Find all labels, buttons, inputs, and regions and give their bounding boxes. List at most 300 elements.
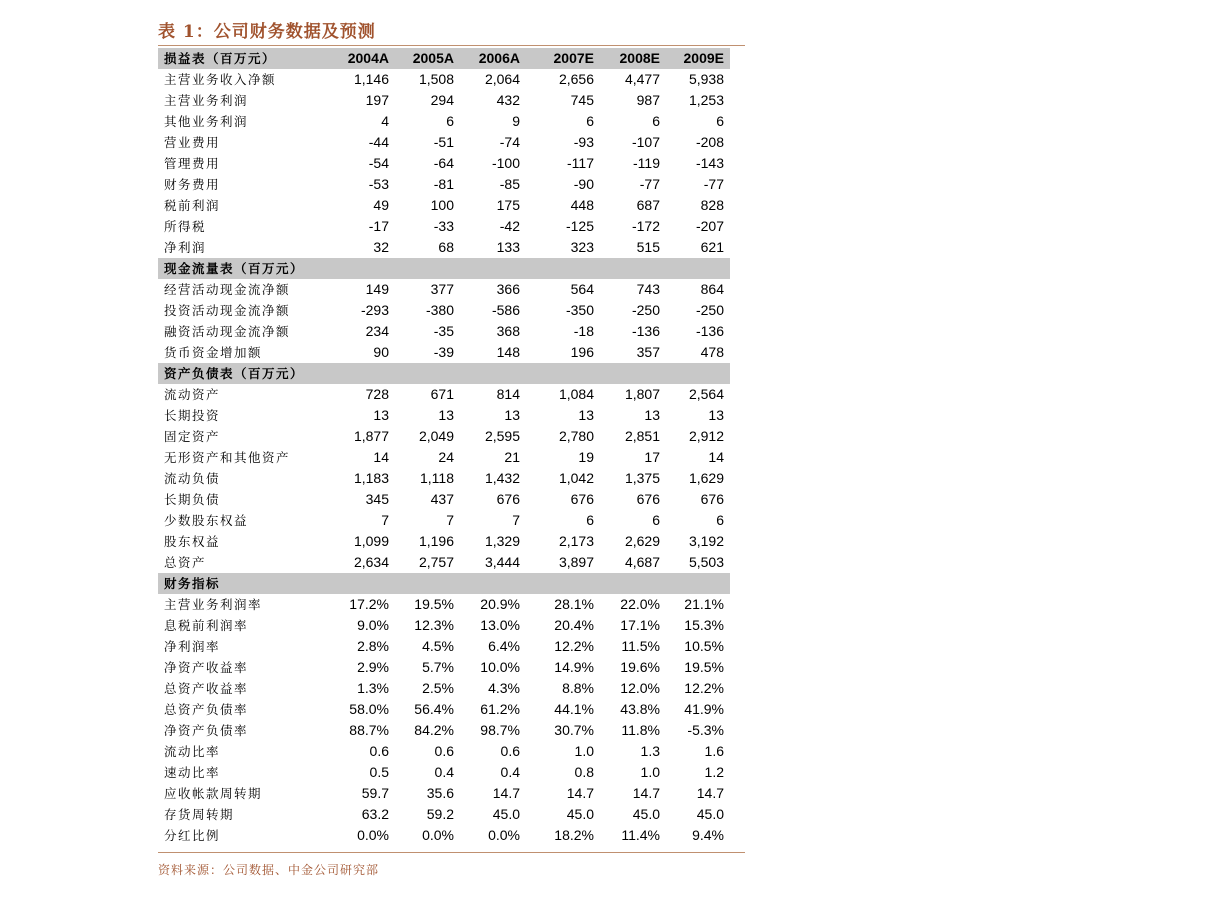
cell-value: 196 [570, 344, 594, 360]
row-label: 股东权益 [164, 534, 221, 549]
cell-value: -293 [360, 302, 389, 318]
cell-value: 14 [708, 449, 724, 465]
cell-value: 676 [496, 491, 520, 507]
cell-value: 61.2% [480, 701, 520, 717]
cell-value: 345 [365, 491, 389, 507]
cell-value: 1,196 [418, 533, 454, 549]
cell-value: 4,477 [624, 71, 660, 87]
row-label: 主营业务利润率 [164, 597, 263, 612]
cell-value: -93 [573, 134, 594, 150]
cell-value: 17.1% [620, 617, 660, 633]
cell-value: 4.3% [488, 680, 520, 696]
cell-value: -90 [573, 176, 594, 192]
cell-value: 2,656 [558, 71, 594, 87]
cell-value: 1.0 [574, 743, 594, 759]
table-row [158, 237, 730, 258]
table-title: 表 1：公司财务数据及预测 [158, 22, 376, 42]
cell-value: 14.7 [492, 785, 520, 801]
cell-value: 6 [652, 113, 660, 129]
cell-value: -119 [633, 155, 660, 171]
cell-value: 14.7 [632, 785, 660, 801]
cell-value: 6 [716, 512, 724, 528]
cell-value: 621 [700, 239, 724, 255]
cell-value: 98.7% [480, 722, 520, 738]
cell-value: 28.1% [554, 596, 594, 612]
cell-value: 864 [700, 281, 724, 297]
cell-value: -5.3% [687, 722, 724, 738]
section-header-fill [395, 363, 460, 384]
cell-value: 13 [578, 407, 594, 423]
cell-value: 0.8 [574, 764, 594, 780]
year-header: 2006A [460, 48, 526, 69]
table-row [158, 636, 730, 657]
cell-value: 728 [365, 386, 389, 402]
cell-value: 9.4% [692, 827, 724, 843]
cell-value: 323 [570, 239, 594, 255]
table-row [158, 615, 730, 636]
section-header-fill [526, 573, 600, 594]
cell-value: 4.5% [422, 638, 454, 654]
cell-value: -136 [631, 323, 660, 339]
section-header-fill [526, 258, 600, 279]
row-label: 总资产 [164, 555, 207, 570]
cell-value: 1,375 [624, 470, 660, 486]
table-row [158, 699, 730, 720]
cell-value: 56.4% [414, 701, 454, 717]
financial-table-container [158, 20, 745, 878]
cell-value: -39 [433, 344, 454, 360]
cell-value: -125 [565, 218, 594, 234]
cell-value: 10.0% [480, 659, 520, 675]
cell-value: -586 [491, 302, 520, 318]
cell-value: 11.4% [621, 827, 660, 843]
cell-value: 20.9% [480, 596, 520, 612]
cell-value: 0.4 [500, 764, 520, 780]
cell-value: 6.4% [488, 638, 520, 654]
row-label: 投资活动现金流净额 [164, 303, 291, 318]
cell-value: -64 [433, 155, 454, 171]
cell-value: 6 [652, 512, 660, 528]
cell-value: -117 [567, 155, 594, 171]
cell-value: 7 [381, 512, 389, 528]
row-label: 长期负债 [164, 492, 221, 507]
cell-value: 2.8% [357, 638, 389, 654]
cell-value: 8.8% [562, 680, 594, 696]
cell-value: 0.6 [500, 743, 520, 759]
cell-value: 814 [496, 386, 520, 402]
row-label: 净资产负债率 [164, 723, 249, 738]
row-label: 流动比率 [164, 744, 221, 759]
cell-value: -350 [565, 302, 594, 318]
cell-value: 2,851 [624, 428, 660, 444]
section-header-fill [336, 363, 395, 384]
row-label: 管理费用 [164, 156, 221, 171]
cell-value: 1,118 [420, 470, 454, 486]
cell-value: 9.0% [357, 617, 389, 633]
cell-value: 12.2% [554, 638, 594, 654]
row-label: 固定资产 [164, 429, 221, 444]
row-label: 税前利润 [164, 198, 221, 213]
section-header-row [158, 573, 730, 594]
cell-value: 12.2% [684, 680, 724, 696]
cell-value: 2,049 [418, 428, 454, 444]
cell-value: -85 [499, 176, 520, 192]
table-row [158, 531, 730, 552]
cell-value: -136 [695, 323, 724, 339]
cell-value: -54 [368, 155, 389, 171]
cell-value: 2,634 [353, 554, 389, 570]
cell-value: 19.5% [414, 596, 454, 612]
table-row [158, 594, 730, 615]
cell-value: -172 [631, 218, 660, 234]
section-header-fill [600, 258, 666, 279]
row-label: 其他业务利润 [164, 114, 249, 129]
row-label: 营业费用 [164, 135, 221, 150]
cell-value: 20.4% [554, 617, 594, 633]
cell-value: 13.0% [480, 617, 520, 633]
table-row [158, 90, 730, 111]
cell-value: 13 [644, 407, 660, 423]
cell-value: 5,503 [688, 554, 724, 570]
cell-value: -74 [499, 134, 520, 150]
cell-value: 0.0% [422, 827, 454, 843]
cell-value: 19.5% [684, 659, 724, 675]
cell-value: 6 [586, 113, 594, 129]
cell-value: 148 [496, 344, 520, 360]
cell-value: -208 [695, 134, 724, 150]
cell-value: -250 [631, 302, 660, 318]
cell-value: 21.1% [684, 596, 724, 612]
section-header-fill [526, 363, 600, 384]
cell-value: 63.2 [361, 806, 389, 822]
row-label: 息税前利润率 [164, 618, 249, 633]
cell-value: 478 [700, 344, 724, 360]
section-header-row [158, 48, 730, 69]
cell-value: 5,938 [688, 71, 724, 87]
row-label: 少数股东权益 [164, 513, 249, 528]
cell-value: 2,629 [624, 533, 660, 549]
cell-value: -380 [425, 302, 454, 318]
cell-value: 44.1% [554, 701, 594, 717]
table-row [158, 174, 730, 195]
section-header-fill [336, 258, 395, 279]
cell-value: 676 [636, 491, 660, 507]
cell-value: 15.3% [684, 617, 724, 633]
cell-value: -207 [695, 218, 724, 234]
cell-value: 0.0% [357, 827, 389, 843]
section-header-fill [666, 363, 730, 384]
title-divider [158, 45, 745, 46]
row-label: 净资产收益率 [164, 660, 249, 675]
row-label: 总资产负债率 [164, 702, 249, 717]
table-row [158, 321, 730, 342]
cell-value: -107 [631, 134, 660, 150]
cell-value: 49 [373, 197, 389, 213]
cell-value: 32 [373, 239, 389, 255]
section-header-row [158, 363, 730, 384]
cell-value: -77 [639, 176, 660, 192]
cell-value: 448 [570, 197, 594, 213]
table-row [158, 489, 730, 510]
row-label: 净利润 [164, 240, 207, 255]
cell-value: 234 [365, 323, 389, 339]
cell-value: 13 [504, 407, 520, 423]
row-label: 速动比率 [164, 765, 221, 780]
cell-value: 35.6 [426, 785, 454, 801]
cell-value: 2,912 [688, 428, 724, 444]
section-header-fill [666, 258, 730, 279]
table-row [158, 384, 730, 405]
section-header-label: 财务指标 [158, 573, 336, 594]
cell-value: 294 [430, 92, 454, 108]
cell-value: 2.5% [422, 680, 454, 696]
cell-value: 14.7 [696, 785, 724, 801]
row-label: 财务费用 [164, 177, 221, 192]
cell-value: -143 [695, 155, 724, 171]
section-header-fill [666, 573, 730, 594]
cell-value: 0.5 [369, 764, 389, 780]
cell-value: 1,183 [353, 470, 389, 486]
cell-value: 2,780 [558, 428, 594, 444]
cell-value: 0.6 [434, 743, 454, 759]
cell-value: 2,064 [484, 71, 520, 87]
cell-value: 30.7% [554, 722, 594, 738]
cell-value: 45.0 [632, 806, 660, 822]
cell-value: 90 [373, 344, 389, 360]
row-label: 存货周转期 [164, 807, 235, 822]
cell-value: 175 [496, 197, 520, 213]
section-header-label: 损益表（百万元） [158, 48, 336, 69]
cell-value: 19.6% [620, 659, 660, 675]
cell-value: 22.0% [620, 596, 660, 612]
cell-value: 21 [504, 449, 520, 465]
row-label: 净利润率 [164, 639, 221, 654]
cell-value: -42 [499, 218, 520, 234]
source-note: 资料来源：公司数据、中金公司研究部 [158, 863, 380, 877]
year-header: 2009E [666, 48, 730, 69]
cell-value: 11.8% [621, 722, 660, 738]
cell-value: 133 [496, 239, 520, 255]
table-row [158, 825, 730, 846]
cell-value: 3,897 [558, 554, 594, 570]
cell-value: 1,508 [418, 71, 454, 87]
cell-value: 3,444 [484, 554, 520, 570]
row-label: 流动资产 [164, 387, 221, 402]
cell-value: 14.9% [554, 659, 594, 675]
cell-value: 1,042 [558, 470, 594, 486]
cell-value: 68 [438, 239, 454, 255]
cell-value: 18.2% [554, 827, 594, 843]
cell-value: 24 [438, 449, 454, 465]
cell-value: 676 [700, 491, 724, 507]
cell-value: 13 [708, 407, 724, 423]
cell-value: 88.7% [349, 722, 389, 738]
cell-value: 987 [636, 92, 660, 108]
cell-value: 17.2% [349, 596, 389, 612]
cell-value: 12.3% [414, 617, 454, 633]
row-label: 经营活动现金流净额 [164, 282, 291, 297]
cell-value: 0.4 [434, 764, 454, 780]
year-header: 2004A [336, 48, 395, 69]
cell-value: 41.9% [684, 701, 724, 717]
cell-value: 19 [578, 449, 594, 465]
table-row [158, 279, 730, 300]
cell-value: 45.0 [566, 806, 594, 822]
section-header-fill [336, 573, 395, 594]
cell-value: 2.9% [357, 659, 389, 675]
table-row [158, 447, 730, 468]
table-row [158, 468, 730, 489]
cell-value: 45.0 [696, 806, 724, 822]
cell-value: 0.0% [488, 827, 520, 843]
cell-value: -100 [491, 155, 520, 171]
cell-value: 2,173 [558, 533, 594, 549]
cell-value: 6 [586, 512, 594, 528]
table-row [158, 762, 730, 783]
cell-value: 1,146 [353, 71, 389, 87]
cell-value: 1,629 [688, 470, 724, 486]
cell-value: 676 [570, 491, 594, 507]
cell-value: 100 [430, 197, 454, 213]
cell-value: -35 [433, 323, 454, 339]
row-label: 融资活动现金流净额 [164, 324, 291, 339]
table-row [158, 510, 730, 531]
cell-value: 515 [636, 239, 660, 255]
cell-value: 5.7% [422, 659, 454, 675]
row-label: 所得税 [164, 219, 207, 234]
cell-value: 17 [644, 449, 660, 465]
row-label: 主营业务收入净额 [164, 72, 277, 87]
row-label: 无形资产和其他资产 [164, 450, 291, 465]
table-row [158, 111, 730, 132]
cell-value: 84.2% [414, 722, 454, 738]
cell-value: 7 [446, 512, 454, 528]
cell-value: 437 [430, 491, 454, 507]
cell-value: 12.0% [620, 680, 660, 696]
row-label: 总资产收益率 [164, 681, 249, 696]
cell-value: 4,687 [624, 554, 660, 570]
cell-value: 149 [365, 281, 389, 297]
cell-value: 2,595 [484, 428, 520, 444]
cell-value: 45.0 [492, 806, 520, 822]
cell-value: -44 [368, 134, 389, 150]
cell-value: 13 [373, 407, 389, 423]
cell-value: 1,432 [484, 470, 520, 486]
section-header-fill [395, 258, 460, 279]
section-header-fill [600, 363, 666, 384]
cell-value: 1.3% [357, 680, 389, 696]
table-row [158, 720, 730, 741]
section-header-fill [460, 258, 526, 279]
cell-value: 2,757 [418, 554, 454, 570]
cell-value: 368 [496, 323, 520, 339]
cell-value: 377 [430, 281, 454, 297]
cell-value: -81 [433, 176, 454, 192]
cell-value: 6 [446, 113, 454, 129]
row-label: 应收帐款周转期 [164, 786, 263, 801]
cell-value: -77 [703, 176, 724, 192]
cell-value: 2,564 [688, 386, 724, 402]
table-row [158, 678, 730, 699]
cell-value: 43.8% [620, 701, 660, 717]
table-row [158, 153, 730, 174]
cell-value: 432 [496, 92, 520, 108]
cell-value: 1,084 [558, 386, 594, 402]
cell-value: 197 [365, 92, 389, 108]
cell-value: 11.5% [621, 638, 660, 654]
section-header-row [158, 258, 730, 279]
section-header-fill [460, 363, 526, 384]
table-body [158, 48, 730, 846]
table-row [158, 426, 730, 447]
table-row [158, 342, 730, 363]
section-header-fill [600, 573, 666, 594]
section-header-fill [460, 573, 526, 594]
cell-value: -33 [433, 218, 454, 234]
cell-value: 14.7 [566, 785, 594, 801]
row-label: 主营业务利润 [164, 93, 249, 108]
cell-value: 59.7 [361, 785, 389, 801]
financial-data-table [158, 48, 730, 846]
cell-value: -53 [368, 176, 389, 192]
cell-value: 3,192 [688, 533, 724, 549]
cell-value: 1,877 [353, 428, 389, 444]
cell-value: 59.2 [426, 806, 454, 822]
cell-value: -18 [573, 323, 594, 339]
table-row [158, 783, 730, 804]
cell-value: 564 [570, 281, 594, 297]
cell-value: 743 [636, 281, 660, 297]
row-label: 流动负债 [164, 471, 221, 486]
cell-value: 1.2 [704, 764, 724, 780]
table-row [158, 741, 730, 762]
cell-value: 366 [496, 281, 520, 297]
table-row [158, 657, 730, 678]
cell-value: 687 [636, 197, 660, 213]
cell-value: 745 [570, 92, 594, 108]
cell-value: -250 [695, 302, 724, 318]
cell-value: 1,253 [688, 92, 724, 108]
cell-value: 1.6 [704, 743, 724, 759]
bottom-divider [158, 852, 745, 853]
cell-value: 6 [716, 113, 724, 129]
cell-value: 9 [512, 113, 520, 129]
row-label: 货币资金增加额 [164, 345, 263, 360]
table-row [158, 132, 730, 153]
cell-value: 1,329 [484, 533, 520, 549]
cell-value: 14 [373, 449, 389, 465]
table-row [158, 405, 730, 426]
section-header-label: 现金流量表（百万元） [158, 258, 336, 279]
cell-value: 828 [700, 197, 724, 213]
cell-value: 0.6 [369, 743, 389, 759]
year-header: 2007E [526, 48, 600, 69]
cell-value: 1.0 [640, 764, 660, 780]
cell-value: 58.0% [349, 701, 389, 717]
cell-value: 13 [438, 407, 454, 423]
year-header: 2005A [395, 48, 460, 69]
cell-value: 671 [430, 386, 454, 402]
table-row [158, 804, 730, 825]
section-header-fill [395, 573, 460, 594]
table-row [158, 552, 730, 573]
cell-value: 1,807 [624, 386, 660, 402]
table-row [158, 300, 730, 321]
cell-value: 1.3 [640, 743, 660, 759]
cell-value: -17 [368, 218, 389, 234]
table-row [158, 195, 730, 216]
section-header-label: 资产负债表（百万元） [158, 363, 336, 384]
